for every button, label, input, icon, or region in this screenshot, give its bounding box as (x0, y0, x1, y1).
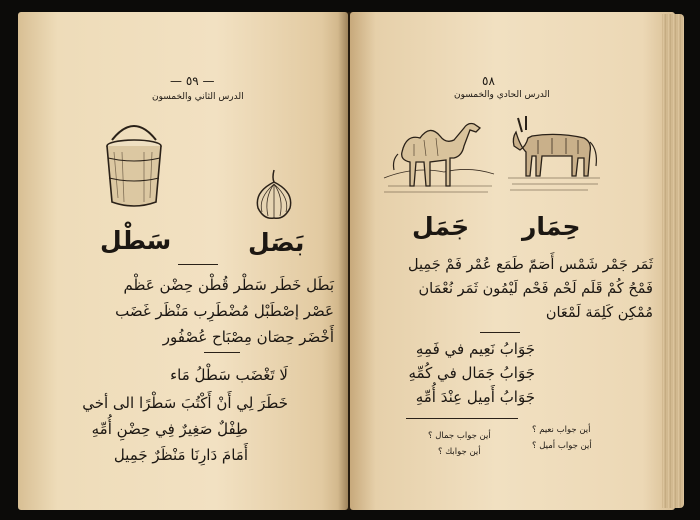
text-line: أَخْضَر حِصَان مِصْبَاح عُصْفُور (162, 328, 334, 346)
text-line: فَمْحُ كُمْ قَلَم لَحْم فَحْم لَيْمُون ثَمَر نُعْمَان (418, 281, 653, 297)
page-number: ٥٨ (482, 74, 495, 88)
headword-onion: بَصَل (248, 228, 305, 257)
donkey-icon (508, 116, 600, 194)
page-edges (662, 14, 684, 508)
sentence-line: جَوَابُ جَمَال في كُمِّهِ (408, 364, 535, 382)
divider (480, 332, 520, 333)
text-line: ثَمَر جَمْر شَمْس أَصَمّ طَمَع عُمْر فَمْ جَمِيل (408, 257, 653, 273)
footnote: أين جواب جمال ؟ (428, 431, 491, 441)
headword-donkey: حِمَار (522, 212, 581, 241)
sentence-line: جَوَابُ نَعِيم في فَمِهِ (415, 340, 535, 358)
footnote: أين جواب أميل ؟ (532, 441, 592, 451)
page-number: — ٥٩ — (170, 74, 215, 88)
camel-icon (384, 116, 494, 198)
headword-bucket: سَطْل (100, 226, 172, 255)
sentence-line: طِفْلٌ صَغِيرٌ فِي حِضْنِ أُمِّهِ (91, 420, 248, 438)
sentence-line: جَوَابُ أَمِيل عِنْدَ أُمِّهِ (415, 388, 535, 406)
divider (178, 264, 218, 265)
right-page (350, 12, 675, 510)
sentence-line: لَا تَغْضَب سَطْلُ مَاء (170, 366, 288, 384)
text-line: عَصْر إصْطَبْل مُضْطَرِب مَنْظَر غَضَب (115, 302, 334, 320)
text-line: مُمْكِن كَلِمَة لَمْعَان (545, 305, 653, 321)
sentence-line: أَمَامَ دَارِنَا مَنْظَرٌ جَمِيل (113, 446, 248, 464)
divider (204, 352, 240, 353)
headword-camel: جَمَل (412, 212, 470, 241)
footnote: أين جواب نعيم ؟ (532, 425, 591, 435)
text-line: بَطَل خَطَر سَطْر قُطْن حِضْن عَظْم (123, 276, 334, 294)
footnote: أين جوابك ؟ (438, 447, 481, 457)
left-page (18, 12, 348, 510)
sentence-line: خَطَرَ لِي أَنْ أَكْتُبَ سَطْرًا الى أخي (82, 394, 288, 412)
divider (406, 418, 518, 419)
bucket-icon (104, 118, 164, 208)
lesson-title: الدرس الحادي والخمسون (454, 90, 550, 100)
onion-icon (250, 168, 298, 220)
lesson-title: الدرس الثاني والخمسون (152, 92, 244, 102)
